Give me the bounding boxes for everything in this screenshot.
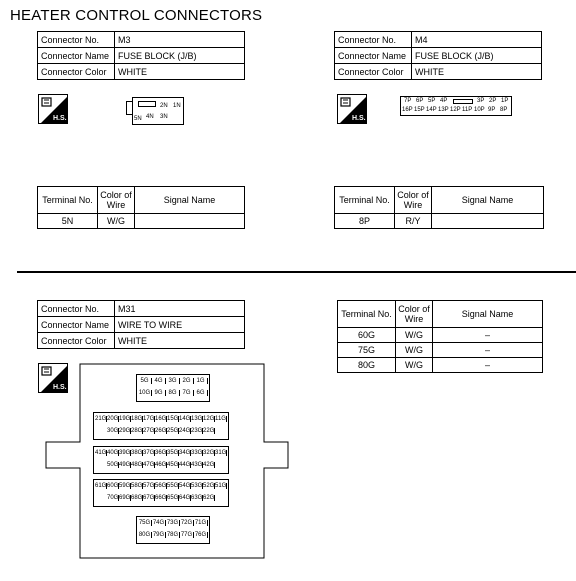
pin: 42G: [203, 462, 215, 468]
connector-color-value: WHITE: [115, 64, 245, 80]
pin: 3P: [477, 98, 485, 104]
terminal-cell: 5N: [38, 214, 98, 229]
pin: 40G: [107, 450, 119, 456]
pin: 78G: [166, 532, 179, 538]
connector-no-label: Connector No.: [38, 301, 115, 317]
pin: 38G: [131, 450, 143, 456]
terminal-header: Terminal No.: [338, 301, 396, 328]
pin: 73G: [166, 520, 179, 526]
pin: 45G: [167, 462, 179, 468]
pin: 17G: [143, 416, 155, 422]
pin: 58G: [131, 483, 143, 489]
connector-color-label: Connector Color: [38, 64, 115, 80]
pin: 1N: [173, 103, 181, 109]
connector-no-value: M4: [412, 32, 542, 48]
signal-name-header: Signal Name: [135, 187, 245, 214]
signal-name-header: Signal Name: [433, 301, 543, 328]
signal-cell: –: [433, 328, 543, 343]
pin: 7P: [404, 98, 412, 104]
connector-name-value: WIRE TO WIRE: [115, 317, 245, 333]
pin: 6G: [194, 390, 208, 396]
pin: 60G: [107, 483, 119, 489]
pin: 37G: [143, 450, 155, 456]
terminal-cell: 75G: [338, 343, 396, 358]
pin: 20G: [107, 416, 119, 422]
pin: 9P: [488, 107, 496, 113]
terminal-cell: 60G: [338, 328, 396, 343]
pin: 10P: [474, 107, 485, 113]
connector-color-value: WHITE: [412, 64, 542, 80]
pin: 22G: [203, 428, 215, 434]
pin: 75G: [138, 520, 151, 526]
pin: 46G: [155, 462, 167, 468]
pin: 50G: [107, 462, 119, 468]
pin: 79G: [152, 532, 165, 538]
pin: 9G: [152, 390, 166, 396]
terminal-header: Terminal No.: [38, 187, 98, 214]
connector-name-label: Connector Name: [335, 48, 412, 64]
hs-label: H.S.: [352, 115, 366, 122]
pin: 54G: [179, 483, 191, 489]
pin: 70G: [107, 495, 119, 501]
pin: 13G: [191, 416, 203, 422]
pin: 2P: [489, 98, 497, 104]
pin: 14G: [179, 416, 191, 422]
pin: 15G: [167, 416, 179, 422]
connector-no-label: Connector No.: [38, 32, 115, 48]
wire-cell: W/G: [396, 328, 433, 343]
pin: 74G: [152, 520, 165, 526]
pin: 21G: [95, 416, 107, 422]
pin: 11G: [215, 416, 226, 422]
pin: 63G: [191, 495, 203, 501]
pin: 30G: [107, 428, 119, 434]
pin: 34G: [179, 450, 191, 456]
pin: 44G: [179, 462, 191, 468]
pin: 69G: [119, 495, 131, 501]
pin: 28G: [131, 428, 143, 434]
connector-no-label: Connector No.: [335, 32, 412, 48]
pin: 41G: [95, 450, 107, 456]
connector-color-label: Connector Color: [38, 333, 115, 349]
pin: 2G: [180, 378, 194, 384]
pin: 49G: [119, 462, 131, 468]
pin: 14P: [426, 107, 437, 113]
pin: 4G: [152, 378, 166, 384]
pin: 51G: [215, 483, 227, 489]
pin: 25G: [167, 428, 179, 434]
pin: 13P: [438, 107, 449, 113]
signal-cell: –: [433, 343, 543, 358]
pin: 5P: [428, 98, 436, 104]
wire-color-header: Color of Wire: [98, 187, 135, 214]
pin: 3N: [160, 114, 168, 120]
pin: 18G: [131, 416, 143, 422]
hs-label: H.S.: [53, 115, 67, 122]
pin: 53G: [191, 483, 203, 489]
connector-name-label: Connector Name: [38, 317, 115, 333]
pin: 5N: [134, 116, 142, 122]
pin: 12G: [203, 416, 215, 422]
terminal-cell: 8P: [335, 214, 395, 229]
pin: 47G: [143, 462, 155, 468]
pin: 35G: [167, 450, 179, 456]
pin: 61G: [95, 483, 107, 489]
pin: 7G: [180, 390, 194, 396]
pin: 48G: [131, 462, 143, 468]
connector-no-value: M3: [115, 32, 245, 48]
pin: 36G: [155, 450, 167, 456]
wire-cell: R/Y: [395, 214, 432, 229]
pin: 68G: [131, 495, 143, 501]
terminal-cell: 80G: [338, 358, 396, 373]
pin: 33G: [191, 450, 203, 456]
pin: 4N: [146, 114, 154, 120]
pin: 52G: [203, 483, 215, 489]
pin: 16G: [155, 416, 167, 422]
pin: 2N: [160, 103, 168, 109]
connector-color-value: WHITE: [115, 333, 245, 349]
pin: 65G: [167, 495, 179, 501]
pin: 5G: [138, 378, 152, 384]
pin: 72G: [180, 520, 193, 526]
connector-name-label: Connector Name: [38, 48, 115, 64]
wire-cell: W/G: [98, 214, 135, 229]
pin: 62G: [203, 495, 215, 501]
page-title: HEATER CONTROL CONNECTORS: [10, 7, 263, 24]
pin: 57G: [143, 483, 155, 489]
pin: 23G: [191, 428, 203, 434]
pin: 10G: [138, 390, 151, 396]
pin: 55G: [167, 483, 179, 489]
pin: 59G: [119, 483, 131, 489]
pin: 8P: [500, 107, 508, 113]
wire-cell: W/G: [396, 358, 433, 373]
pin: 67G: [143, 495, 155, 501]
pin: 8G: [166, 390, 180, 396]
hs-label: H.S.: [53, 384, 67, 391]
pin: 76G: [194, 532, 207, 538]
pin: 24G: [179, 428, 191, 434]
connector-name-value: FUSE BLOCK (J/B): [115, 48, 245, 64]
pin: 77G: [180, 532, 193, 538]
pin: 43G: [191, 462, 203, 468]
pin: 15P: [414, 107, 425, 113]
pin: 6P: [416, 98, 424, 104]
pin: 4P: [440, 98, 448, 104]
signal-name-header: Signal Name: [432, 187, 544, 214]
wire-cell: W/G: [396, 343, 433, 358]
pin: 66G: [155, 495, 167, 501]
connector-color-label: Connector Color: [335, 64, 412, 80]
connector-name-value: FUSE BLOCK (J/B): [412, 48, 542, 64]
pin: 19G: [119, 416, 131, 422]
pin: 1P: [501, 98, 509, 104]
pin: 31G: [215, 450, 227, 456]
signal-cell: –: [433, 358, 543, 373]
wire-color-header: Color of Wire: [396, 301, 433, 328]
pin: 26G: [155, 428, 167, 434]
pin: 32G: [203, 450, 215, 456]
pin: 11P: [462, 107, 473, 113]
pin: 12P: [450, 107, 461, 113]
pin: 39G: [119, 450, 131, 456]
pin: 27G: [143, 428, 155, 434]
pin: 71G: [194, 520, 207, 526]
pin: 16P: [402, 107, 413, 113]
pin: 80G: [138, 532, 151, 538]
pin: 56G: [155, 483, 167, 489]
terminal-header: Terminal No.: [335, 187, 395, 214]
connector-no-value: M31: [115, 301, 245, 317]
pin: 64G: [179, 495, 191, 501]
pin: 1G: [194, 378, 208, 384]
wire-color-header: Color of Wire: [395, 187, 432, 214]
pin: 3G: [166, 378, 180, 384]
pin: 29G: [119, 428, 131, 434]
